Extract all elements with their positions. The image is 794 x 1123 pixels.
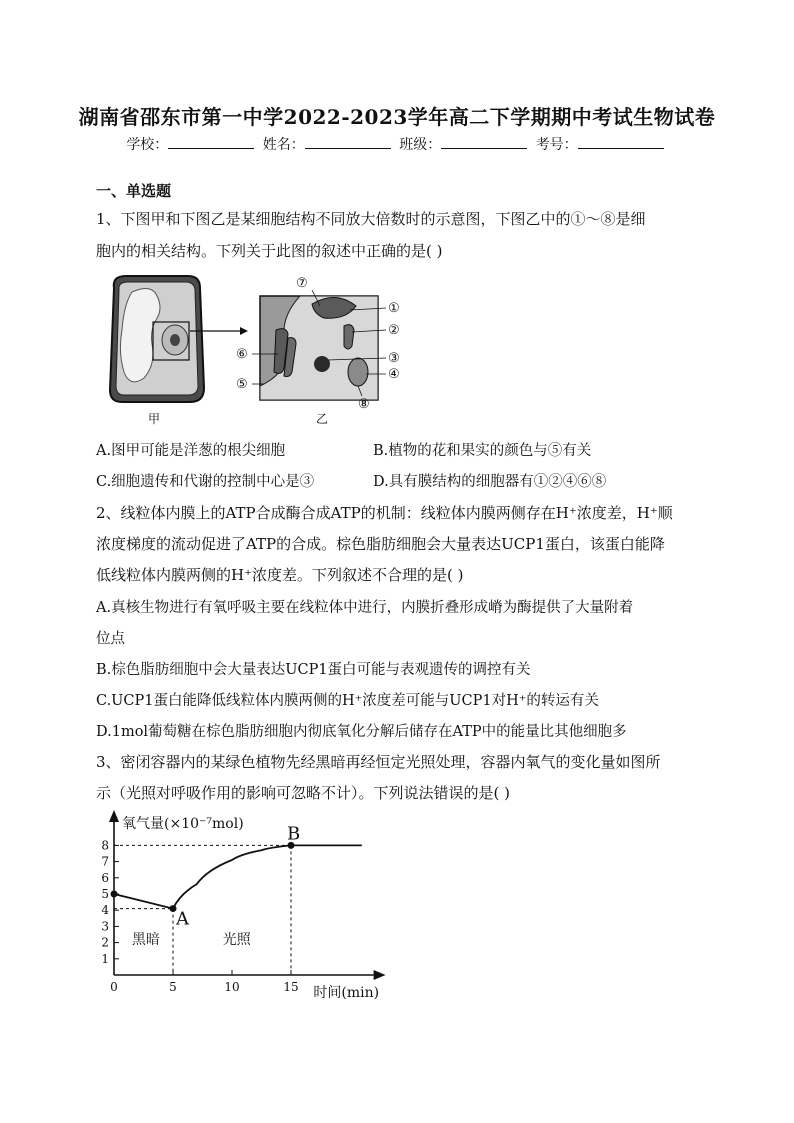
q3-stem-line1: 3、密闭容器内的某绿色植物先经黑暗再经恒定光照处理，容器内氧气的变化量如图所 (96, 753, 661, 771)
q1-cell-figure (100, 268, 400, 428)
series-line (114, 845, 362, 908)
q1-stem-line1: 1、下图甲和下图乙是某细胞结构不同放大倍数时的示意图，下图乙中的①～⑧是细 (96, 210, 646, 228)
y-tick-label: 7 (101, 854, 109, 869)
q1-option-b[interactable]: B.植物的花和果实的颜色与⑤有关 (373, 443, 592, 459)
q1-option-d[interactable]: D.具有膜结构的细胞器有①②④⑥⑧ (373, 474, 607, 490)
q2-option-d[interactable]: D.1mol葡萄糖在棕色脂肪细胞内彻底氧化分解后储存在ATP中的能量比其他细胞多 (96, 724, 627, 740)
x-axis-arrow (374, 970, 386, 980)
label-b: B (287, 823, 301, 845)
region-light: 光照 (222, 932, 251, 949)
q1-option-c[interactable]: C.细胞遗传和代谢的控制中心是③ (96, 474, 315, 490)
chart-series (111, 842, 362, 912)
fig-label-yi: 乙 (316, 412, 329, 426)
name-label: 姓名： (262, 137, 305, 153)
marker-5: ⑤ (236, 377, 248, 392)
number-blank[interactable] (578, 136, 664, 149)
number-label: 考号： (535, 137, 578, 153)
q2-stem-line3: 低线粒体内膜两侧的H⁺浓度差。下列叙述不合理的是( ) (96, 566, 464, 584)
q2-option-a-cont: 位点 (96, 631, 125, 647)
student-info (0, 134, 794, 154)
q2-stem-line2: 浓度梯度的流动促进了ATP的合成。棕色脂肪细胞会大量表达UCP1蛋白，该蛋白能降 (96, 535, 665, 553)
chart-guides (114, 845, 291, 975)
y-tick-label: 2 (101, 935, 109, 950)
point-start (111, 891, 118, 898)
q2-option-a[interactable]: A.真核生物进行有氧呼吸主要在线粒体中进行，内膜折叠形成嵴为酶提供了大量附着 (96, 600, 634, 616)
x-axis-label: 时间(min) (313, 985, 380, 1001)
marker-4: ④ (388, 367, 400, 382)
q2-option-b[interactable]: B.棕色脂肪细胞中会大量表达UCP1蛋白可能与表观遗传的调控有关 (96, 662, 531, 678)
x-tick-label: 15 (283, 980, 299, 994)
class-blank[interactable] (441, 136, 527, 149)
q3-stem-line2: 示（光照对呼吸作用的影响可忽略不计）。下列说法错误的是( ) (96, 784, 510, 802)
q2-option-c[interactable]: C.UCP1蛋白能降低线粒体内膜两侧的H⁺浓度差可能与UCP1对H⁺的转运有关 (96, 693, 599, 709)
y-tick-label: 6 (101, 870, 109, 885)
class-label: 班级： (399, 137, 442, 153)
x-tick-label: 10 (224, 980, 240, 994)
region-dark: 黑暗 (131, 932, 160, 949)
x-tick-label: 5 (169, 980, 177, 994)
name-blank[interactable] (305, 136, 391, 149)
cell-yi (260, 296, 378, 400)
chart-text (101, 816, 379, 1001)
section-heading: 一、单选题 (96, 182, 172, 200)
q1-option-a[interactable]: A.图甲可能是洋葱的根尖细胞 (96, 443, 286, 459)
marker-1: ① (388, 301, 400, 316)
marker-3: ③ (388, 351, 400, 366)
label-a: A (176, 908, 189, 930)
marker-2: ② (388, 323, 400, 338)
y-tick-label: 1 (101, 951, 109, 966)
y-tick-label: 3 (101, 919, 109, 934)
marker-6: ⑥ (236, 347, 248, 362)
school-label: 学校： (126, 137, 169, 153)
y-axis-label: 氧气量(×10⁻⁷mol) (122, 816, 244, 832)
marker-7: ⑦ (296, 276, 308, 291)
y-tick-label: 5 (101, 887, 109, 901)
page-title: 湖南省邵东市第一中学2022-2023学年高二下学期期中考试生物试卷 (78, 105, 716, 129)
x-tick-label: 0 (110, 980, 118, 994)
y-tick-label: 4 (101, 903, 109, 918)
q1-stem-line2: 胞内的相关结构。下列关于此图的叙述中正确的是( ) (96, 242, 443, 260)
q2-stem-line1: 2、线粒体内膜上的ATP合成酶合成ATP的机制：线粒体内膜两侧存在H⁺浓度差，H⁺顺 (96, 504, 673, 522)
fig-label-jia: 甲 (148, 412, 161, 426)
marker-8: ⑧ (358, 397, 370, 412)
y-axis-arrow (109, 810, 119, 822)
y-tick-label: 8 (101, 838, 109, 853)
chart-axes (109, 810, 386, 980)
oxygen-chart (96, 810, 396, 1010)
school-blank[interactable] (168, 136, 254, 149)
cell-jia (110, 276, 204, 402)
